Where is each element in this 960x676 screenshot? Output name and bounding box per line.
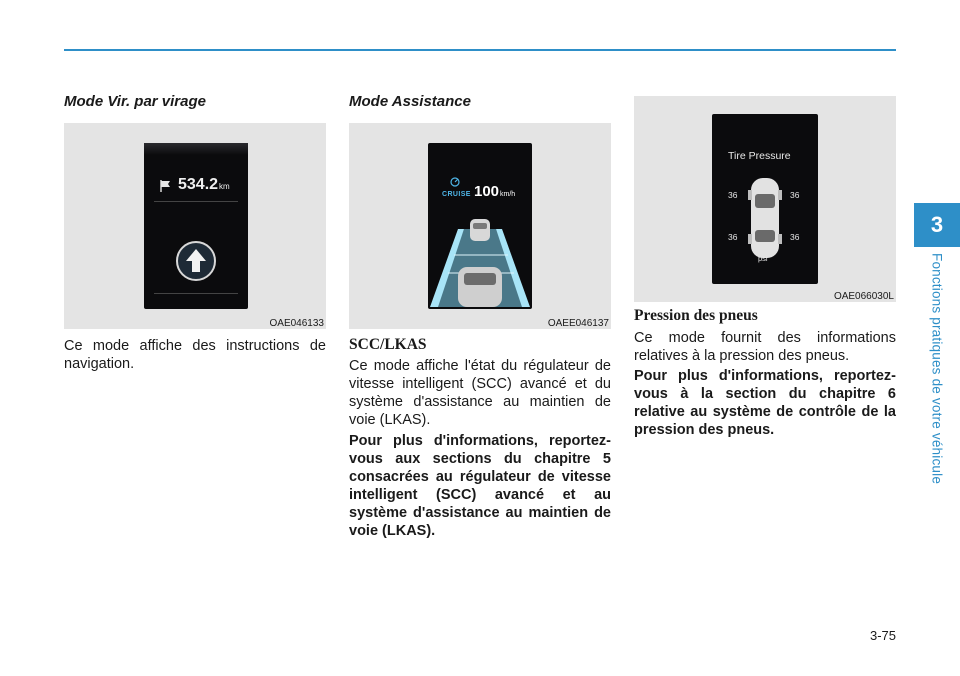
tire-pressure-body: Ce mode fournit des informations relatives à la pression des pneus. — [634, 330, 896, 364]
chapter-tab — [914, 203, 960, 247]
tire-pressure-heading: Pression des pneus — [634, 307, 758, 324]
arrow-up-icon — [178, 243, 214, 279]
figure-tire-pressure — [634, 96, 896, 302]
cruise-label: CRUISE — [442, 191, 471, 198]
tire-pressure-title: Tire Pressure — [728, 150, 791, 162]
scc-lkas-heading: SCC/LKAS — [349, 336, 427, 353]
cruise-icon — [449, 177, 461, 187]
chapter-title: Fonctions pratiques de votre véhicule — [929, 253, 945, 485]
assist-heading: Mode Assistance — [349, 93, 471, 110]
figure-assist — [349, 123, 611, 329]
pressure-unit: psi — [758, 254, 768, 263]
figure-code-3: OAE066030L — [833, 291, 894, 302]
turn-by-turn-heading: Mode Vir. par virage — [64, 93, 206, 110]
lane-graphic — [428, 211, 532, 309]
nav-distance: 534.2km — [178, 176, 230, 193]
figure-turn-by-turn — [64, 123, 326, 329]
figure-code-2: OAEE046137 — [547, 318, 609, 329]
tire-pressure-reference: Pour plus d'informations, reportez-vous à la section du chapitre 6 relative au système de contrôle de la pression des pneus. — [634, 368, 896, 438]
header-rule — [64, 49, 896, 51]
figure-code-1: OAE046133 — [269, 318, 324, 329]
turn-by-turn-body: Ce mode affiche des instructions de navigation. — [64, 338, 326, 372]
scc-lkas-reference: Pour plus d'informations, reportez-vous aux sections du chapitre 5 consacrées au régulateur de vitesse intelligent (SCC) avancé et au système d'assistance au maintien de voie (LKAS). — [349, 433, 611, 539]
cluster-screen-tpms — [712, 114, 818, 284]
set-speed: 100km/h — [474, 183, 516, 200]
cluster-screen — [144, 143, 248, 309]
chapter-number: 3 — [930, 212, 944, 237]
page-number: 3-75 — [869, 628, 896, 643]
cluster-screen-assist — [428, 143, 532, 309]
tire-rear-right: 36 — [790, 232, 800, 242]
turn-arrow-circle — [176, 241, 216, 281]
scc-lkas-body: Ce mode affiche l'état du régulateur de vitesse intelligent (SCC) avancé et du système d'assistance au maintien de voie (LKAS). — [349, 358, 611, 428]
tire-front-right: 36 — [790, 190, 800, 200]
flag-icon — [158, 179, 172, 193]
car-top-view — [748, 176, 782, 260]
tire-rear-left: 36 — [728, 232, 738, 242]
tire-front-left: 36 — [728, 190, 738, 200]
